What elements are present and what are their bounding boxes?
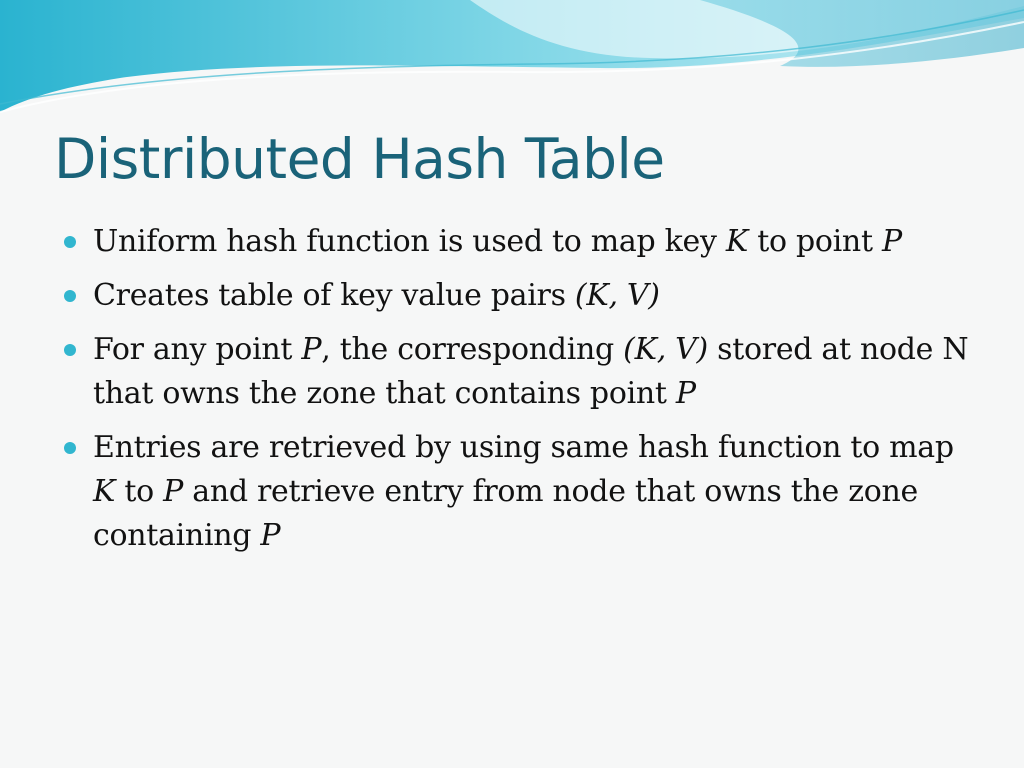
bullet-text bbox=[93, 224, 902, 259]
bullet-segment: Uniform hash function is used to map key bbox=[93, 224, 726, 259]
bullet-text bbox=[93, 278, 660, 313]
bullet-item bbox=[62, 220, 982, 264]
bullet-dot-icon bbox=[64, 236, 76, 248]
bullet-dot-icon bbox=[64, 344, 76, 356]
bullet-italic-segment: P bbox=[301, 332, 322, 367]
bullet-italic-segment: P bbox=[675, 376, 696, 411]
bullet-italic-segment: P bbox=[260, 518, 281, 553]
bullet-segment: stored at node N that owns the zone that contains point bbox=[93, 332, 969, 411]
bullet-segment: Creates table of key value pairs bbox=[93, 278, 575, 313]
bullet-text bbox=[93, 430, 954, 553]
bullet-italic-segment: P bbox=[881, 224, 902, 259]
bullet-list bbox=[62, 220, 982, 568]
bullet-italic-segment: (K, V) bbox=[623, 332, 708, 367]
bullet-text bbox=[93, 332, 968, 411]
bullet-segment: and retrieve entry from node that owns the zone containing bbox=[93, 474, 918, 553]
bullet-italic-segment: K bbox=[725, 224, 748, 259]
bullet-segment: , the corresponding bbox=[321, 332, 624, 367]
bullet-segment: to bbox=[115, 474, 164, 509]
bullet-segment: Entries are retrieved by using same hash function to map bbox=[93, 430, 954, 465]
bullet-item bbox=[62, 426, 982, 558]
bullet-dot-icon bbox=[64, 442, 76, 454]
bullet-dot-icon bbox=[64, 290, 76, 302]
bullet-segment: For any point bbox=[93, 332, 302, 367]
bullet-item bbox=[62, 328, 982, 416]
wave-decoration bbox=[0, 0, 1024, 130]
bullet-segment: to point bbox=[747, 224, 882, 259]
bullet-item bbox=[62, 274, 982, 318]
slide-title: Distributed Hash Table bbox=[54, 127, 665, 191]
bullet-italic-segment: K bbox=[93, 474, 116, 509]
bullet-italic-segment: (K, V) bbox=[574, 278, 660, 313]
bullet-italic-segment: P bbox=[163, 474, 184, 509]
